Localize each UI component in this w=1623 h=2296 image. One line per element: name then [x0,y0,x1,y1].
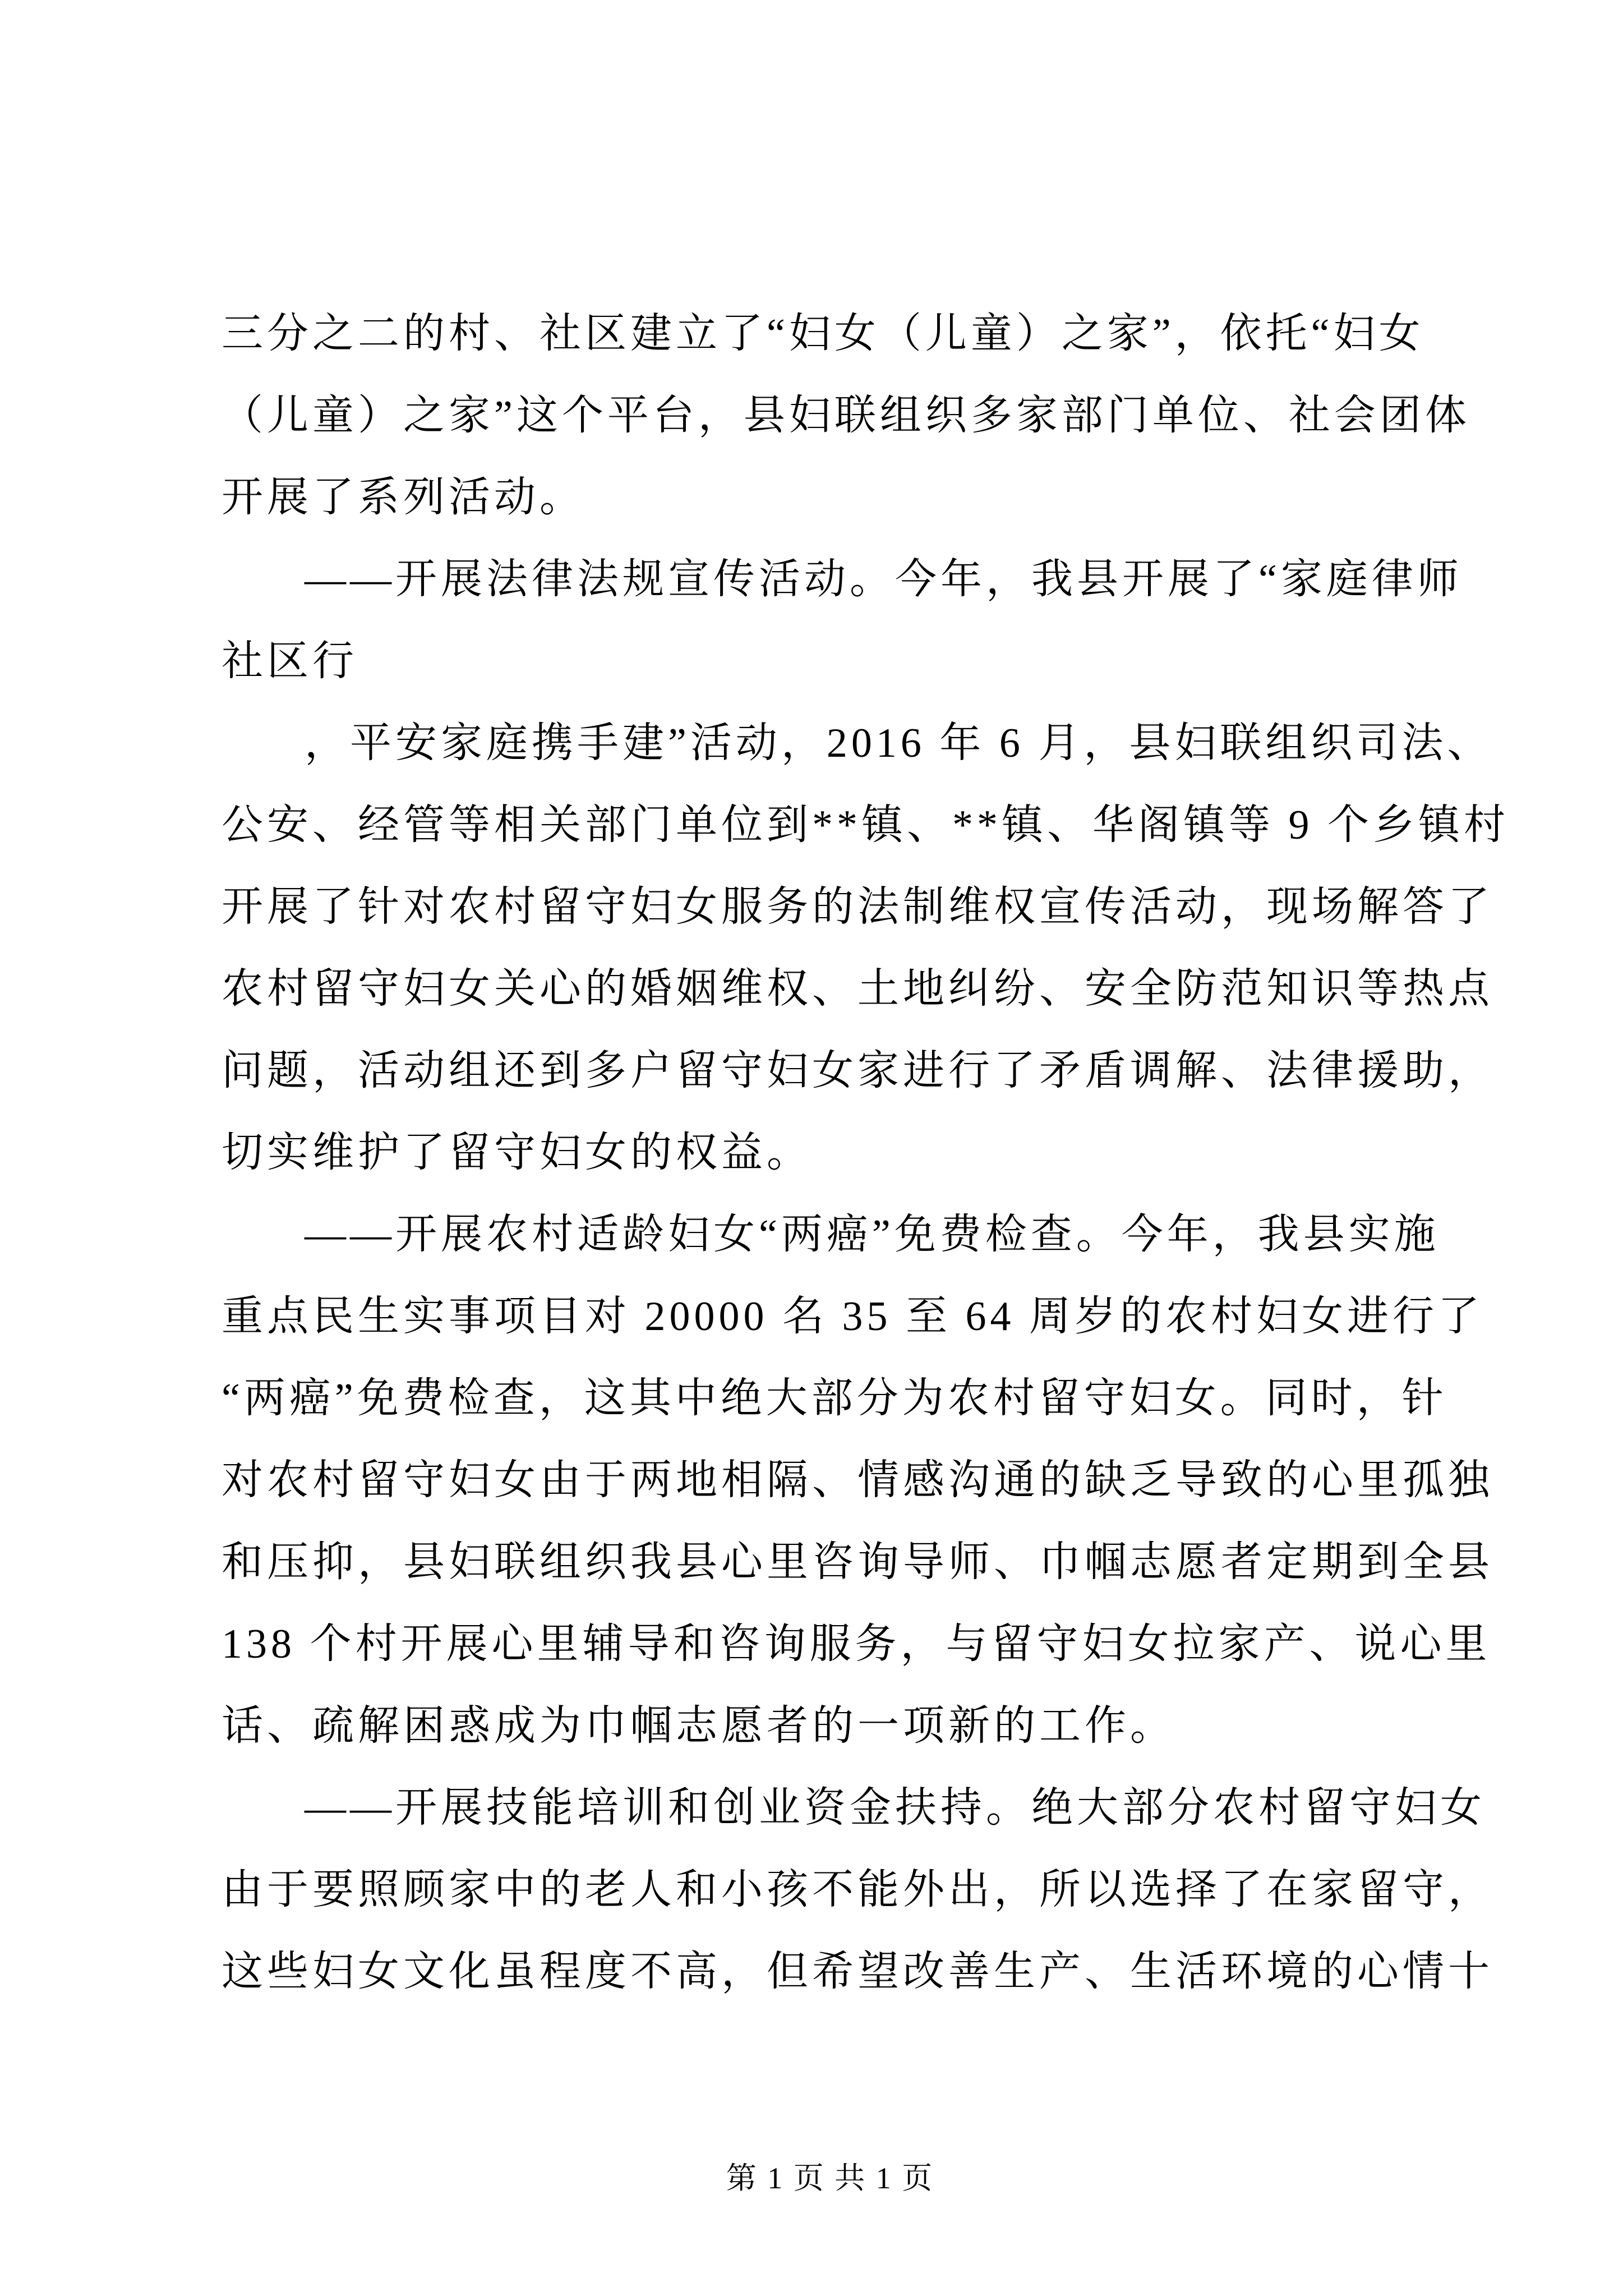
text-line: （儿童）之家”这个平台，县妇联组织多家部门单位、社会团体 [222,393,1470,439]
text-line: 由于要照顾家中的老人和小孩不能外出，所以选择了在家留守， [222,1867,1493,1913]
text-line: 这些妇女文化虽程度不高，但希望改善生产、生活环境的心情十 [222,1949,1493,1995]
text-line: 重点民生实事项目对 20000 名 35 至 64 周岁的农村妇女进行了 [222,1294,1483,1340]
text-line: ——开展技能培训和创业资金扶持。绝大部分农村留守妇女 [305,1785,1486,1831]
text-line: 切实维护了留守妇女的权益。 [222,1130,812,1176]
text-line: 对农村留守妇女由于两地相隔、情感沟通的缺乏导致的心里孤独 [222,1457,1493,1503]
page-number: 第 1 页 共 1 页 [726,2161,934,2195]
text-line: 138 个村开展心里辅导和咨询服务，与留守妇女拉家产、说心里 [222,1621,1491,1667]
text-line: 和压抑，县妇联组织我县心里咨询导师、巾帼志愿者定期到全县 [222,1539,1493,1585]
document-body [222,293,1509,2013]
text-line: “两癌”免费检查，这其中绝大部分为农村留守妇女。同时，针 [222,1375,1447,1421]
text-line: 开展了系列活动。 [222,475,585,521]
text-line: 话、疏解困惑成为巾帼志愿者的一项新的工作。 [222,1703,1175,1749]
text-line: 农村留守妇女关心的婚姻维权、土地纠纷、安全防范知识等热点 [222,966,1493,1012]
text-line: 问题，活动组还到多户留守妇女家进行了矛盾调解、法律援助， [222,1048,1493,1094]
text-line: 社区行 [222,638,358,684]
text-line: ，平安家庭携手建”活动，2016 年 6 月，县妇联组织司法、 [305,720,1493,766]
page-footer [0,2119,1623,2232]
text-line: ——开展法律法规宣传活动。今年，我县开展了“家庭律师 [305,556,1463,602]
text-line: 公安、经管等相关部门单位到**镇、**镇、华阁镇等 9 个乡镇村 [222,802,1509,848]
text-line: 开展了针对农村留守妇女服务的法制维权宣传活动，现场解答了 [222,884,1493,930]
text-line: 三分之二的村、社区建立了“妇女（儿童）之家”，依托“妇女 [222,311,1424,357]
text-line: ——开展农村适龄妇女“两癌”免费检查。今年，我县实施 [305,1212,1440,1258]
